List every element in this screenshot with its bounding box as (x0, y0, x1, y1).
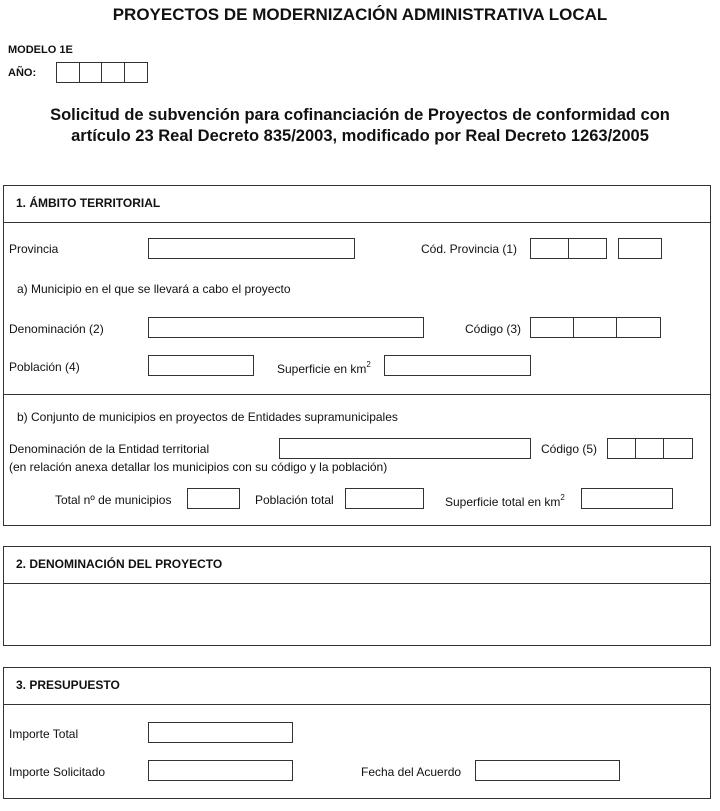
poblacion-input[interactable] (148, 355, 254, 376)
codigo5-input[interactable] (607, 438, 693, 459)
section-title: 1. ÁMBITO TERRITORIAL (16, 196, 161, 210)
denominacion-proyecto-input[interactable] (4, 584, 710, 645)
sub-a-label: a) Municipio en el que se llevará a cabo el proyecto (17, 282, 291, 296)
superficie-input[interactable] (384, 355, 531, 376)
cod-provincia-input[interactable] (530, 238, 607, 259)
total-municipios-label: Total nº de municipios (55, 493, 172, 507)
cod-provincia-extra-input[interactable] (618, 238, 662, 259)
importe-total-input[interactable] (148, 722, 293, 743)
denominacion-entidad-label: Denominación de la Entidad territorial (9, 442, 210, 456)
poblacion-total-input[interactable] (345, 488, 424, 509)
section-denominacion-proyecto (3, 546, 711, 646)
denominacion-label: Denominación (2) (9, 322, 104, 336)
section-divider (4, 394, 710, 395)
provincia-label: Provincia (9, 242, 59, 256)
denominacion-input[interactable] (148, 317, 424, 338)
provincia-input[interactable] (148, 238, 355, 259)
codigo3-label: Código (3) (465, 322, 522, 336)
section-title: 2. DENOMINACIÓN DEL PROYECTO (16, 557, 223, 571)
subtitle-line-2: artículo 23 Real Decreto 835/2003, modificado por Real Decreto 1263/2005 (71, 127, 649, 145)
importe-solicitado-label: Importe Solicitado (9, 765, 106, 779)
modelo-label: MODELO 1E (8, 44, 73, 56)
importe-total-label: Importe Total (9, 727, 79, 741)
section-ambito-territorial (3, 185, 711, 526)
section-header (4, 547, 710, 584)
fecha-acuerdo-label: Fecha del Acuerdo (361, 765, 462, 779)
section-header (4, 186, 710, 223)
section-header (4, 668, 710, 705)
codigo5-label: Código (5) (541, 442, 598, 456)
anio-label: AÑO: (8, 67, 37, 79)
section-title: 3. PRESUPUESTO (16, 678, 120, 692)
denominacion-nota: (en relación anexa detallar los municipios con su código y la población) (9, 460, 388, 474)
subtitle-line-1: Solicitud de subvención para cofinanciación de Proyectos de conformidad con (50, 106, 670, 124)
codigo3-input[interactable] (530, 317, 661, 338)
poblacion-label: Población (4) (9, 360, 80, 374)
total-municipios-input[interactable] (187, 488, 240, 509)
superficie-total-label: Superficie total en $km^2$ (445, 493, 565, 509)
section-presupuesto (3, 667, 711, 799)
importe-solicitado-input[interactable] (148, 760, 293, 781)
cod-provincia-label: Cód. Provincia (1) (421, 242, 518, 256)
poblacion-total-label: Población total (255, 493, 334, 507)
form-title: PROYECTOS DE MODERNIZACIÓN ADMINISTRATIVA LOCAL (112, 5, 608, 24)
sub-b-label: b) Conjunto de municipios en proyectos de Entidades supramunicipales (17, 410, 398, 424)
denominacion-entidad-input[interactable] (279, 438, 531, 459)
superficie-total-input[interactable] (581, 488, 673, 509)
fecha-acuerdo-input[interactable] (475, 760, 620, 781)
superficie-label: Superficie en $km^2$ (277, 360, 371, 376)
form-subtitle (20, 105, 700, 147)
anio-input[interactable] (56, 62, 148, 83)
